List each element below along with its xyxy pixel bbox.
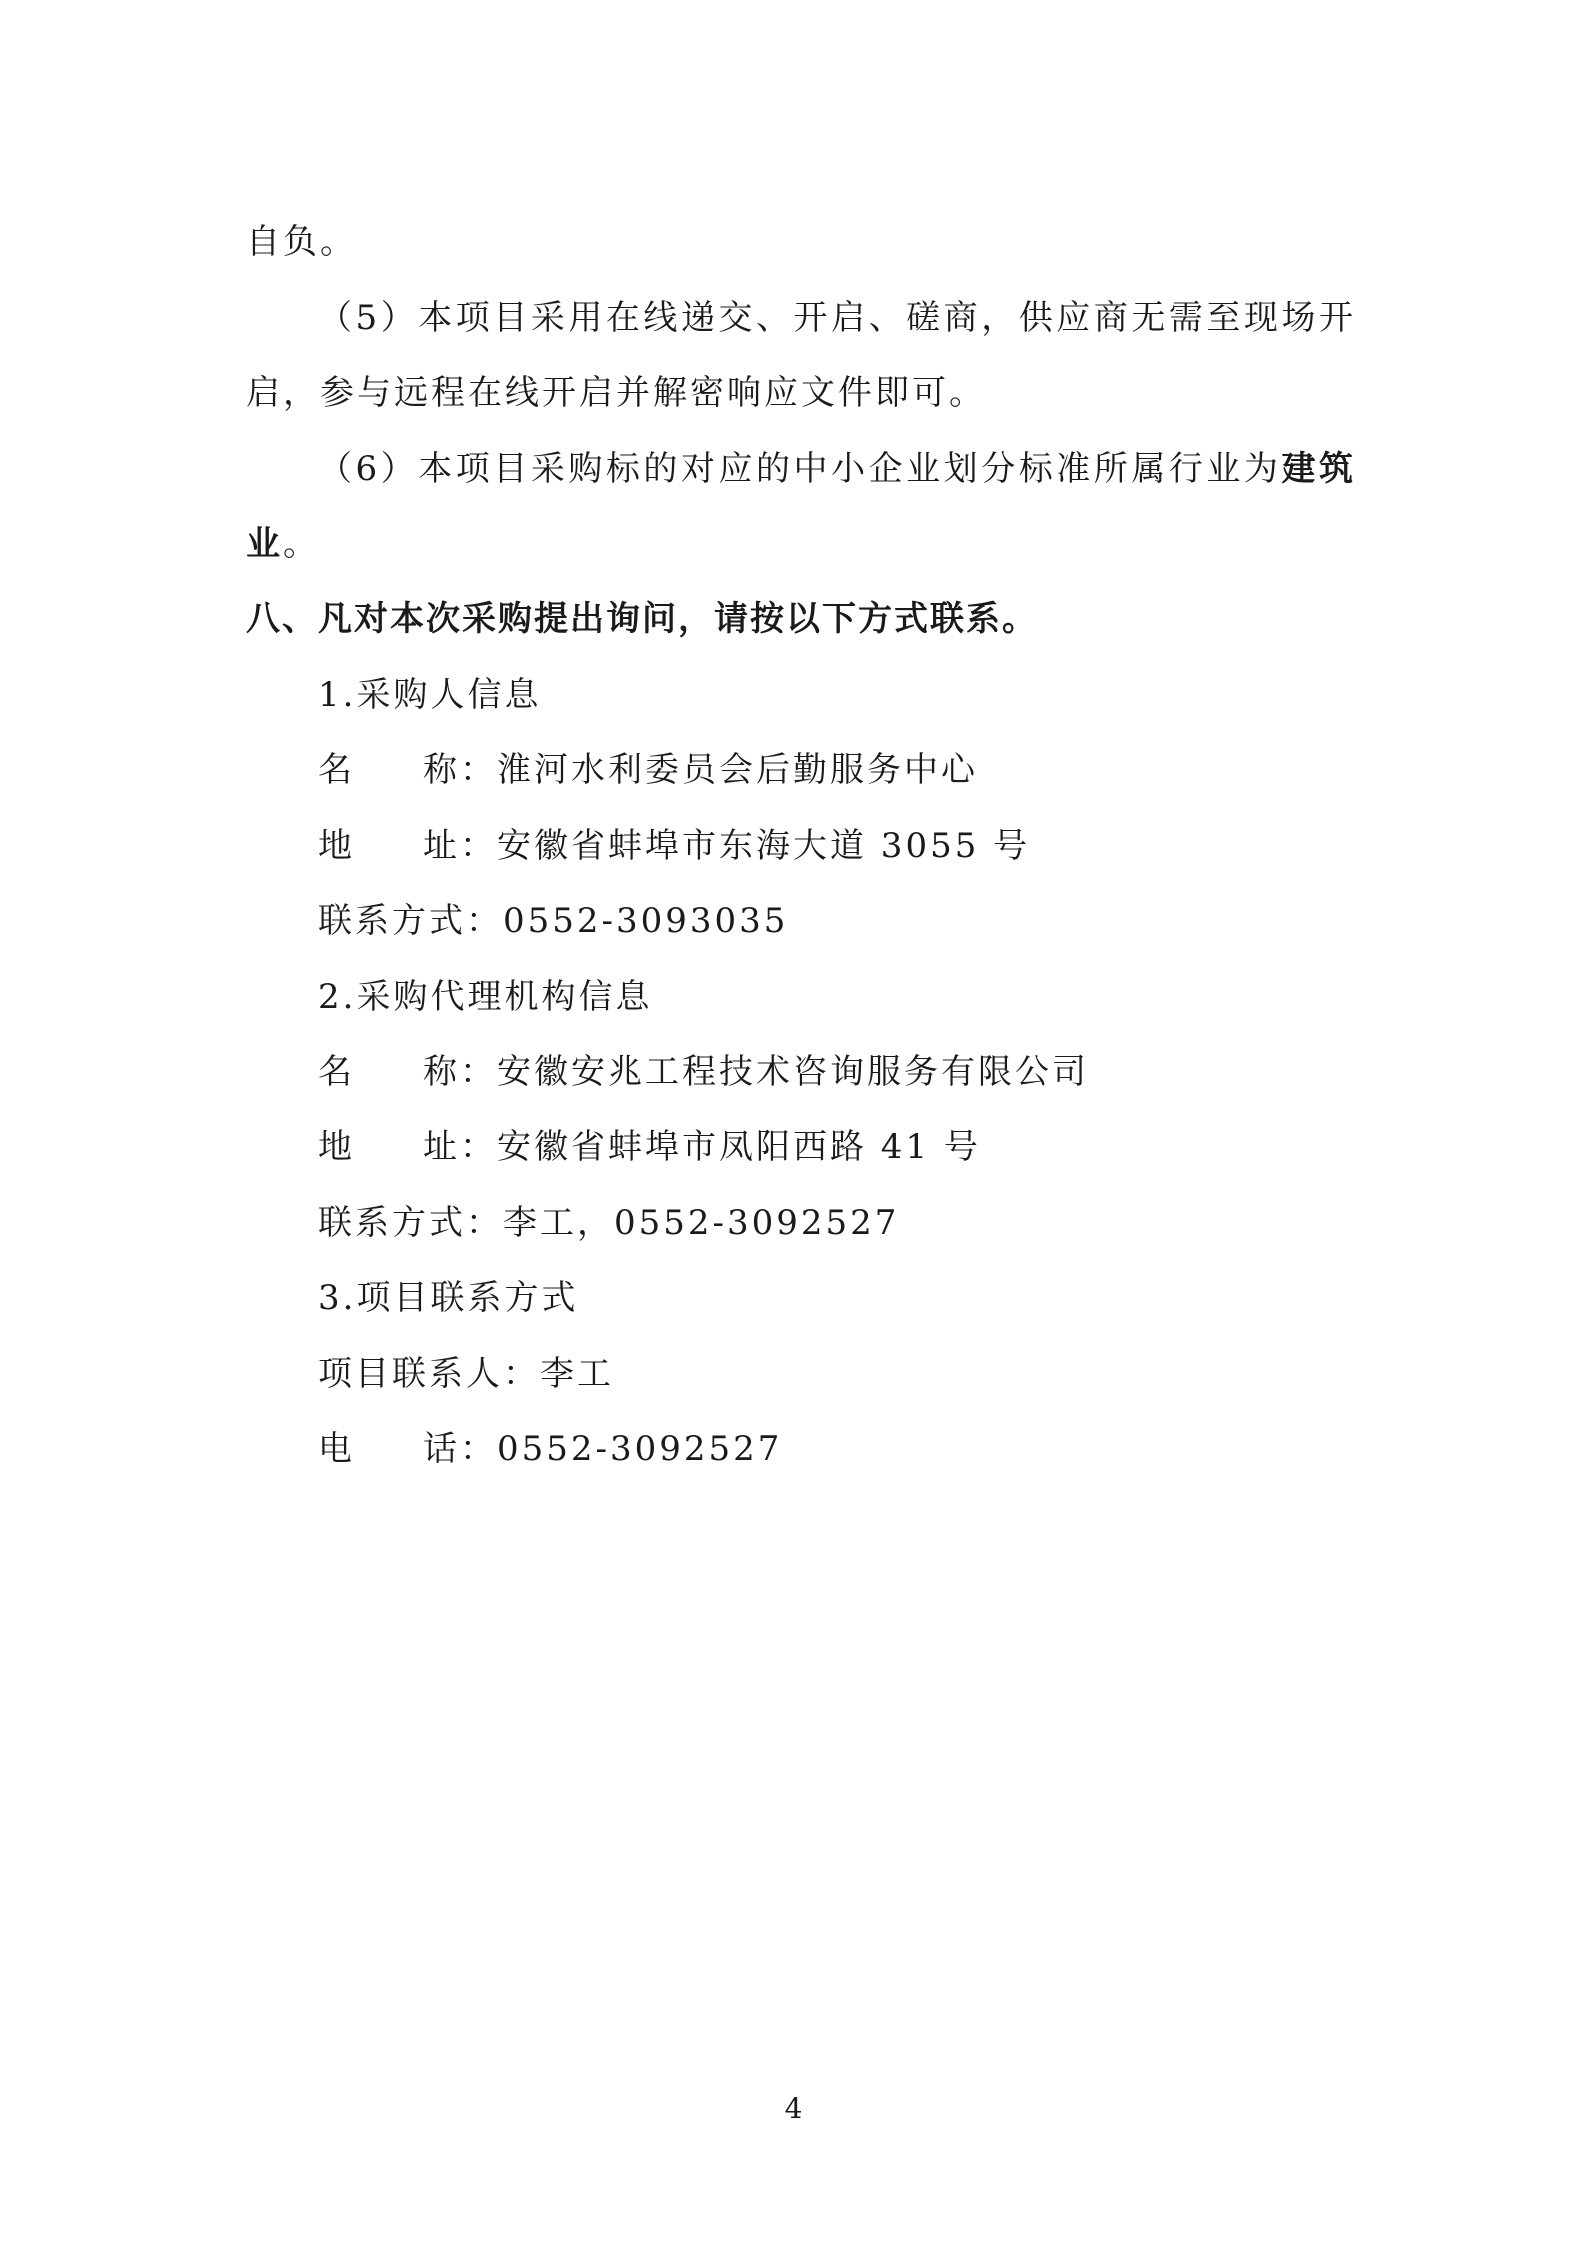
paragraph-text: （6）本项目采购标的对应的中小企业划分标准所属行业为	[318, 449, 1282, 489]
agency-address	[318, 1127, 1428, 1167]
paragraph-text: 。	[283, 524, 320, 564]
agency-name-value: 安徽安兆工程技术咨询服务有限公司	[497, 1052, 1089, 1092]
page-number: 4	[784, 2092, 803, 2125]
project-contact-phone-value: 0552-3092527	[497, 1429, 783, 1469]
purchaser-name-value: 淮河水利委员会后勤服务中心	[497, 750, 978, 790]
agency-name-label: 名 称：	[318, 1052, 497, 1092]
purchaser-contact	[318, 901, 1428, 941]
project-contact-person	[318, 1354, 1428, 1394]
paragraph-text: 自负。	[246, 222, 357, 262]
paragraph-item-6-line-1	[318, 449, 1356, 489]
industry-emphasis: 建筑	[1281, 449, 1357, 489]
purchaser-title: 1.采购人信息	[318, 675, 542, 715]
agency-address-value: 安徽省蚌埠市凤阳西路 41 号	[497, 1127, 981, 1167]
agency-contact-label: 联系方式：	[318, 1203, 503, 1243]
section-heading: 八、凡对本次采购提出询问，请按以下方式联系。	[246, 599, 1038, 639]
purchaser-contact-label: 联系方式：	[318, 901, 503, 941]
purchaser-contact-value: 0552-3093035	[503, 901, 789, 941]
paragraph-item-5-line-1	[318, 298, 1356, 338]
agency-contact-value: 李工，0552-3092527	[503, 1203, 900, 1243]
agency-address-label: 地 址：	[318, 1127, 497, 1167]
purchaser-address-label: 地 址：	[318, 826, 497, 866]
project-contact-person-label: 项目联系人：	[318, 1354, 540, 1394]
project-contact-title: 3.项目联系方式	[318, 1278, 579, 1318]
paragraph-item-5-line-2	[246, 373, 1356, 413]
agency-title: 2.采购代理机构信息	[318, 977, 653, 1017]
purchaser-name	[318, 750, 1428, 790]
purchaser-address-value: 安徽省蚌埠市东海大道 3055 号	[497, 826, 1031, 866]
purchaser-address	[318, 826, 1428, 866]
paragraph-continuation	[246, 222, 1356, 262]
project-contact-phone-label: 电 话：	[318, 1429, 497, 1469]
agency-contact	[318, 1203, 1428, 1243]
project-contact-person-value: 李工	[540, 1354, 614, 1394]
paragraph-item-6-line-2	[246, 524, 1356, 564]
paragraph-text: （5）本项目采用在线递交、开启、磋商，供应商无需至现场开	[318, 298, 1356, 338]
agency-name	[318, 1052, 1428, 1092]
paragraph-text: 启，参与远程在线开启并解密响应文件即可。	[246, 373, 986, 413]
purchaser-name-label: 名 称：	[318, 750, 497, 790]
industry-emphasis: 业	[246, 524, 283, 564]
project-contact-phone	[318, 1429, 1428, 1469]
